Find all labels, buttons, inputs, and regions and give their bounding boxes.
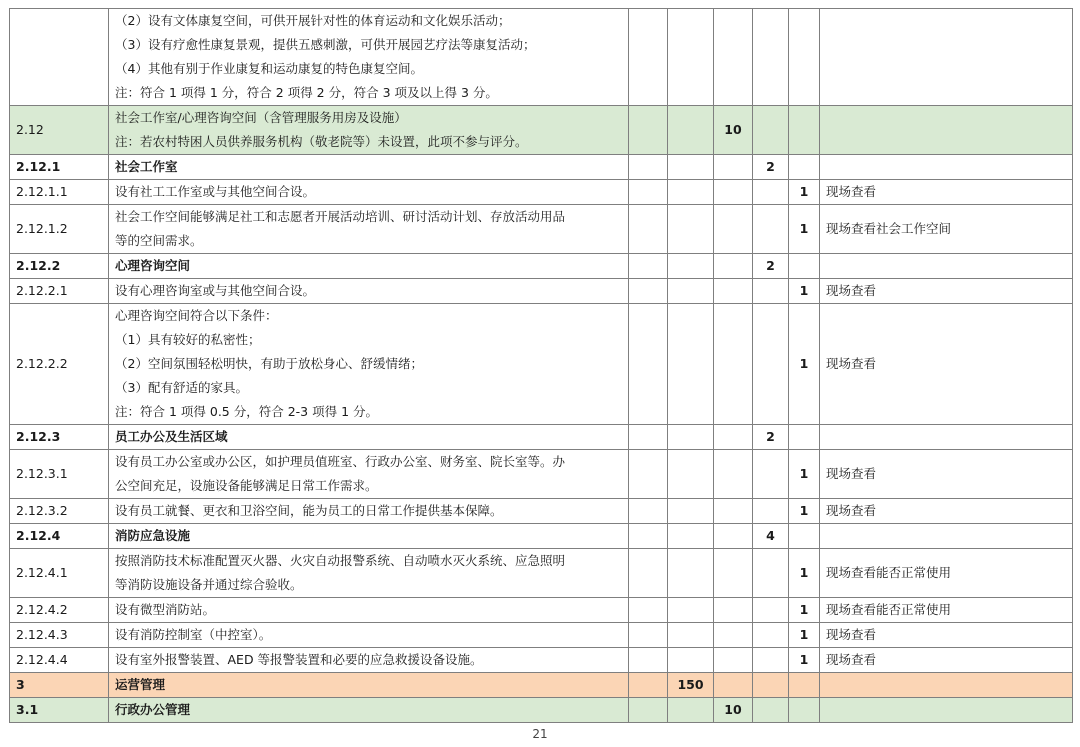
item-text-line: （3）配有舒适的家具。 xyxy=(115,380,248,395)
score-c2 xyxy=(714,155,753,180)
empty-cell xyxy=(629,425,668,450)
evaluation-method: 现场查看 xyxy=(820,499,1073,524)
item-text-line: 心理咨询空间 xyxy=(115,258,191,273)
empty-cell xyxy=(629,499,668,524)
table-row xyxy=(10,205,1073,254)
evaluation-method: 现场查看社会工作空间 xyxy=(820,205,1073,254)
table-row xyxy=(10,106,1073,155)
empty-cell xyxy=(629,254,668,279)
empty-cell xyxy=(629,524,668,549)
evaluation-method: 现场查看 xyxy=(820,279,1073,304)
item-text-line: 设有心理咨询室或与其他空间合设。 xyxy=(115,283,316,298)
score-c1 xyxy=(668,524,714,549)
table-row xyxy=(10,549,1073,598)
item-content xyxy=(109,673,629,698)
score-c3 xyxy=(753,499,789,524)
score-c1 xyxy=(668,205,714,254)
score-c1 xyxy=(668,180,714,205)
item-text-line: 等的空间需求。 xyxy=(115,233,203,248)
empty-cell xyxy=(629,304,668,425)
score-c1 xyxy=(668,648,714,673)
item-text-line: （4）其他有别于作业康复和运动康复的特色康复空间。 xyxy=(115,61,423,76)
item-code: 2.12.2.2 xyxy=(10,304,109,425)
score-c2 xyxy=(714,598,753,623)
evaluation-method xyxy=(820,673,1073,698)
table-row xyxy=(10,155,1073,180)
item-text-line: 设有消防控制室（中控室）。 xyxy=(115,627,272,642)
evaluation-method xyxy=(820,698,1073,723)
score-c3 xyxy=(753,549,789,598)
item-content xyxy=(109,155,629,180)
score-c4 xyxy=(789,698,820,723)
item-code: 2.12.1.2 xyxy=(10,205,109,254)
score-c4: 1 xyxy=(789,205,820,254)
item-content xyxy=(109,524,629,549)
score-c1 xyxy=(668,598,714,623)
table-row xyxy=(10,180,1073,205)
page-number: 21 xyxy=(532,727,548,741)
score-c4: 1 xyxy=(789,279,820,304)
score-c3 xyxy=(753,648,789,673)
item-code: 2.12.4.4 xyxy=(10,648,109,673)
item-text-line: 注：若农村特困人员供养服务机构（敬老院等）未设置，此项不参与评分。 xyxy=(115,134,528,149)
score-c2 xyxy=(714,254,753,279)
table-row xyxy=(10,279,1073,304)
evaluation-method: 现场查看 xyxy=(820,304,1073,425)
score-c3 xyxy=(753,450,789,499)
item-content xyxy=(109,106,629,155)
score-c1 xyxy=(668,499,714,524)
score-c4: 1 xyxy=(789,450,820,499)
score-c1 xyxy=(668,304,714,425)
score-c2 xyxy=(714,205,753,254)
score-c3 xyxy=(753,106,789,155)
score-c3: 2 xyxy=(753,155,789,180)
scoring-table xyxy=(9,8,1073,723)
score-c3 xyxy=(753,673,789,698)
table-row xyxy=(10,698,1073,723)
item-text-line: （2）空间氛围轻松明快，有助于放松身心、舒缓情绪； xyxy=(115,356,423,371)
score-c4 xyxy=(789,9,820,106)
item-content xyxy=(109,180,629,205)
score-c1 xyxy=(668,698,714,723)
item-text-line: 设有员工办公室或办公区，如护理员值班室、行政办公室、财务室、院长室等。办 xyxy=(115,454,566,469)
item-text-line: 运营管理 xyxy=(115,677,166,692)
score-c2 xyxy=(714,9,753,106)
item-code: 2.12.2.1 xyxy=(10,279,109,304)
score-c2 xyxy=(714,524,753,549)
item-text-line: 设有微型消防站。 xyxy=(115,602,216,617)
item-content xyxy=(109,623,629,648)
item-content xyxy=(109,499,629,524)
evaluation-method: 现场查看 xyxy=(820,450,1073,499)
score-c1 xyxy=(668,279,714,304)
item-content xyxy=(109,205,629,254)
item-code: 2.12.2 xyxy=(10,254,109,279)
empty-cell xyxy=(629,9,668,106)
item-content xyxy=(109,279,629,304)
item-code: 2.12.1 xyxy=(10,155,109,180)
evaluation-method: 现场查看 xyxy=(820,180,1073,205)
score-c2 xyxy=(714,549,753,598)
item-content xyxy=(109,598,629,623)
table-row xyxy=(10,254,1073,279)
table-row xyxy=(10,673,1073,698)
score-c4: 1 xyxy=(789,499,820,524)
item-text-line: 员工办公及生活区域 xyxy=(115,429,228,444)
table-row xyxy=(10,648,1073,673)
score-c2 xyxy=(714,425,753,450)
item-text-line: 社会工作室 xyxy=(115,159,178,174)
item-text-line: （1）具有较好的私密性； xyxy=(115,332,261,347)
evaluation-method: 现场查看 xyxy=(820,648,1073,673)
empty-cell xyxy=(629,450,668,499)
score-c1 xyxy=(668,254,714,279)
item-text-line: 设有室外报警装置、AED 等报警装置和必要的应急救援设备设施。 xyxy=(115,652,483,667)
score-c1 xyxy=(668,450,714,499)
item-content xyxy=(109,698,629,723)
score-c3 xyxy=(753,205,789,254)
score-c1 xyxy=(668,155,714,180)
item-text-line: 消防应急设施 xyxy=(115,528,191,543)
item-code: 2.12.3 xyxy=(10,425,109,450)
score-c4 xyxy=(789,106,820,155)
evaluation-method xyxy=(820,9,1073,106)
item-text-line: 公空间充足，设施设备能够满足日常工作需求。 xyxy=(115,478,378,493)
item-content xyxy=(109,9,629,106)
score-c3 xyxy=(753,304,789,425)
score-c2: 10 xyxy=(714,698,753,723)
evaluation-method xyxy=(820,106,1073,155)
score-c4 xyxy=(789,425,820,450)
score-c2: 10 xyxy=(714,106,753,155)
item-text-line: 注：符合 1 项得 1 分，符合 2 项得 2 分，符合 3 项及以上得 3 分。 xyxy=(115,85,498,100)
empty-cell xyxy=(629,155,668,180)
item-code: 3.1 xyxy=(10,698,109,723)
evaluation-method: 现场查看能否正常使用 xyxy=(820,549,1073,598)
item-content xyxy=(109,254,629,279)
score-c1 xyxy=(668,623,714,648)
evaluation-method: 现场查看能否正常使用 xyxy=(820,598,1073,623)
score-c3: 2 xyxy=(753,425,789,450)
item-text-line: （3）设有疗愈性康复景观，提供五感刺激，可供开展园艺疗法等康复活动； xyxy=(115,37,536,52)
table-row xyxy=(10,9,1073,106)
table-row xyxy=(10,524,1073,549)
table-row xyxy=(10,598,1073,623)
table-row xyxy=(10,499,1073,524)
score-c3 xyxy=(753,623,789,648)
item-code: 2.12.4.2 xyxy=(10,598,109,623)
evaluation-method xyxy=(820,155,1073,180)
item-code: 2.12 xyxy=(10,106,109,155)
item-code: 2.12.1.1 xyxy=(10,180,109,205)
item-text-line: 按照消防技术标准配置灭火器、火灾自动报警系统、自动喷水灭火系统、应急照明 xyxy=(115,553,566,568)
score-c4: 1 xyxy=(789,304,820,425)
score-c4 xyxy=(789,524,820,549)
score-c4 xyxy=(789,673,820,698)
evaluation-method xyxy=(820,425,1073,450)
item-text-line: 行政办公管理 xyxy=(115,702,191,717)
score-c2 xyxy=(714,623,753,648)
item-text-line: 等消防设施设备并通过综合验收。 xyxy=(115,577,303,592)
score-c4: 1 xyxy=(789,598,820,623)
evaluation-method xyxy=(820,524,1073,549)
empty-cell xyxy=(629,549,668,598)
score-c4: 1 xyxy=(789,623,820,648)
table-row xyxy=(10,425,1073,450)
score-c2 xyxy=(714,279,753,304)
empty-cell xyxy=(629,598,668,623)
score-c3 xyxy=(753,698,789,723)
table-row xyxy=(10,450,1073,499)
evaluation-method: 现场查看 xyxy=(820,623,1073,648)
item-text-line: 注：符合 1 项得 0.5 分，符合 2-3 项得 1 分。 xyxy=(115,404,378,419)
item-code: 2.12.4.3 xyxy=(10,623,109,648)
empty-cell xyxy=(629,698,668,723)
item-content xyxy=(109,304,629,425)
item-content xyxy=(109,450,629,499)
score-c3: 2 xyxy=(753,254,789,279)
item-code: 2.12.4.1 xyxy=(10,549,109,598)
empty-cell xyxy=(629,180,668,205)
score-c2 xyxy=(714,180,753,205)
score-c1: 150 xyxy=(668,673,714,698)
item-text-line: 社会工作室/心理咨询空间（含管理服务用房及设施） xyxy=(115,110,407,125)
item-code: 2.12.4 xyxy=(10,524,109,549)
item-text-line: 设有社工工作室或与其他空间合设。 xyxy=(115,184,316,199)
score-c2 xyxy=(714,450,753,499)
score-c3 xyxy=(753,598,789,623)
score-c3 xyxy=(753,180,789,205)
empty-cell xyxy=(629,106,668,155)
item-code: 2.12.3.2 xyxy=(10,499,109,524)
score-c2 xyxy=(714,648,753,673)
score-c3 xyxy=(753,9,789,106)
score-c2 xyxy=(714,304,753,425)
score-c1 xyxy=(668,549,714,598)
score-c1 xyxy=(668,425,714,450)
score-c1 xyxy=(668,9,714,106)
item-content xyxy=(109,648,629,673)
item-text-line: 社会工作空间能够满足社工和志愿者开展活动培训、研讨活动计划、存放活动用品 xyxy=(115,209,566,224)
table-body xyxy=(10,9,1073,723)
score-c4: 1 xyxy=(789,180,820,205)
item-text-line: 设有员工就餐、更衣和卫浴空间，能为员工的日常工作提供基本保障。 xyxy=(115,503,503,518)
item-code xyxy=(10,9,109,106)
empty-cell xyxy=(629,623,668,648)
item-code: 2.12.3.1 xyxy=(10,450,109,499)
item-text-line: （2）设有文体康复空间，可供开展针对性的体育运动和文化娱乐活动； xyxy=(115,13,511,28)
item-content xyxy=(109,425,629,450)
score-c1 xyxy=(668,106,714,155)
score-c3: 4 xyxy=(753,524,789,549)
item-text-line: 心理咨询空间符合以下条件： xyxy=(115,308,278,323)
score-c2 xyxy=(714,673,753,698)
score-c4: 1 xyxy=(789,648,820,673)
table-row xyxy=(10,623,1073,648)
empty-cell xyxy=(629,673,668,698)
score-c4 xyxy=(789,155,820,180)
empty-cell xyxy=(629,279,668,304)
score-c2 xyxy=(714,499,753,524)
item-code: 3 xyxy=(10,673,109,698)
empty-cell xyxy=(629,648,668,673)
empty-cell xyxy=(629,205,668,254)
item-content xyxy=(109,549,629,598)
score-c3 xyxy=(753,279,789,304)
score-c4 xyxy=(789,254,820,279)
evaluation-method xyxy=(820,254,1073,279)
score-c4: 1 xyxy=(789,549,820,598)
table-row xyxy=(10,304,1073,425)
